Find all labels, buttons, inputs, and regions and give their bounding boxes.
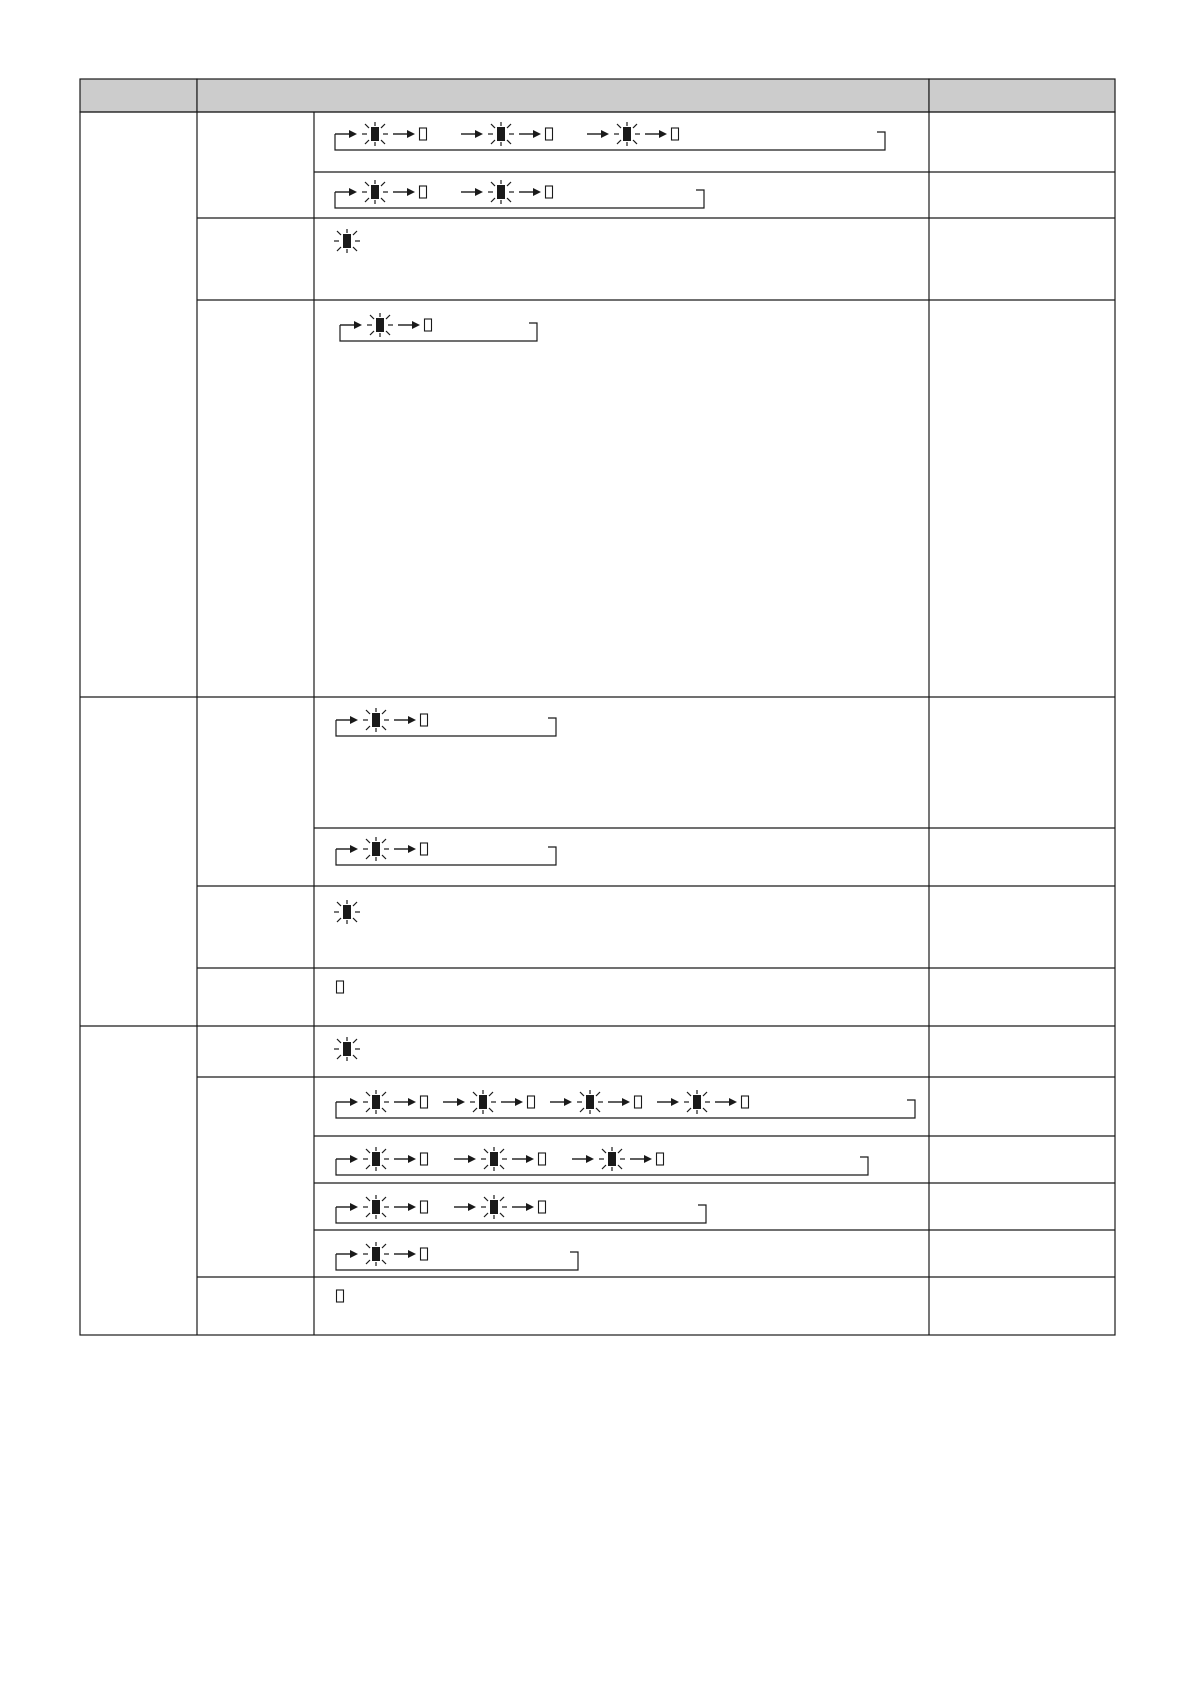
table-header xyxy=(80,79,1115,112)
led-flashing-icon xyxy=(363,708,389,732)
header-cell-2 xyxy=(197,79,929,112)
led-flashing-icon xyxy=(363,1090,389,1114)
led-patterns xyxy=(334,122,915,1302)
led-off-icon xyxy=(420,128,427,140)
table-border xyxy=(80,112,1115,1335)
led-pattern-row xyxy=(336,1147,868,1175)
header-cell-1 xyxy=(80,79,197,112)
led-off-icon xyxy=(420,186,427,198)
led-pattern-row xyxy=(336,708,556,736)
header-cell-3 xyxy=(929,79,1115,112)
led-flashing-icon xyxy=(684,1090,710,1114)
led-flashing-icon xyxy=(599,1147,625,1171)
led-off-icon xyxy=(421,1153,428,1165)
led-pattern-row xyxy=(337,981,344,993)
led-flashing-icon xyxy=(334,900,360,924)
led-pattern-row xyxy=(335,180,704,208)
led-off-icon xyxy=(657,1153,664,1165)
led-off-icon xyxy=(421,1201,428,1213)
led-flashing-icon xyxy=(334,1037,360,1061)
led-pattern-row xyxy=(340,313,537,341)
led-off-icon xyxy=(528,1096,535,1108)
led-flashing-icon xyxy=(363,1242,389,1266)
led-flashing-icon xyxy=(363,837,389,861)
led-off-icon xyxy=(425,319,432,331)
led-off-icon xyxy=(539,1153,546,1165)
led-flashing-icon xyxy=(470,1090,496,1114)
led-flashing-icon xyxy=(577,1090,603,1114)
led-flashing-icon xyxy=(367,313,393,337)
led-off-icon xyxy=(742,1096,749,1108)
led-off-icon xyxy=(672,128,679,140)
led-off-icon xyxy=(421,843,428,855)
led-flashing-icon xyxy=(362,122,388,146)
loop-bracket xyxy=(335,132,885,150)
led-off-icon xyxy=(546,186,553,198)
led-pattern-row xyxy=(337,1290,344,1302)
led-flashing-icon xyxy=(363,1147,389,1171)
loop-bracket xyxy=(336,1157,868,1175)
led-off-icon xyxy=(635,1096,642,1108)
led-pattern-row xyxy=(334,229,360,253)
led-off-icon xyxy=(337,1290,344,1302)
led-flashing-icon xyxy=(481,1147,507,1171)
led-pattern-row xyxy=(336,837,556,865)
led-pattern-row xyxy=(334,900,360,924)
led-off-icon xyxy=(421,1096,428,1108)
led-flashing-icon xyxy=(334,229,360,253)
led-pattern-row xyxy=(334,1037,360,1061)
led-off-icon xyxy=(337,981,344,993)
led-off-icon xyxy=(539,1201,546,1213)
loop-bracket xyxy=(340,323,537,341)
led-off-icon xyxy=(546,128,553,140)
led-flashing-icon xyxy=(362,180,388,204)
led-pattern-row xyxy=(336,1242,578,1270)
led-flashing-icon xyxy=(363,1195,389,1219)
led-off-icon xyxy=(421,714,428,726)
led-pattern-row xyxy=(336,1195,706,1223)
led-flashing-icon xyxy=(614,122,640,146)
led-flashing-icon xyxy=(488,180,514,204)
led-off-icon xyxy=(421,1248,428,1260)
led-pattern-row xyxy=(336,1090,915,1118)
led-flashing-icon xyxy=(488,122,514,146)
led-flashing-icon xyxy=(481,1195,507,1219)
led-pattern-row xyxy=(335,122,885,150)
table-grid xyxy=(80,112,1115,1335)
